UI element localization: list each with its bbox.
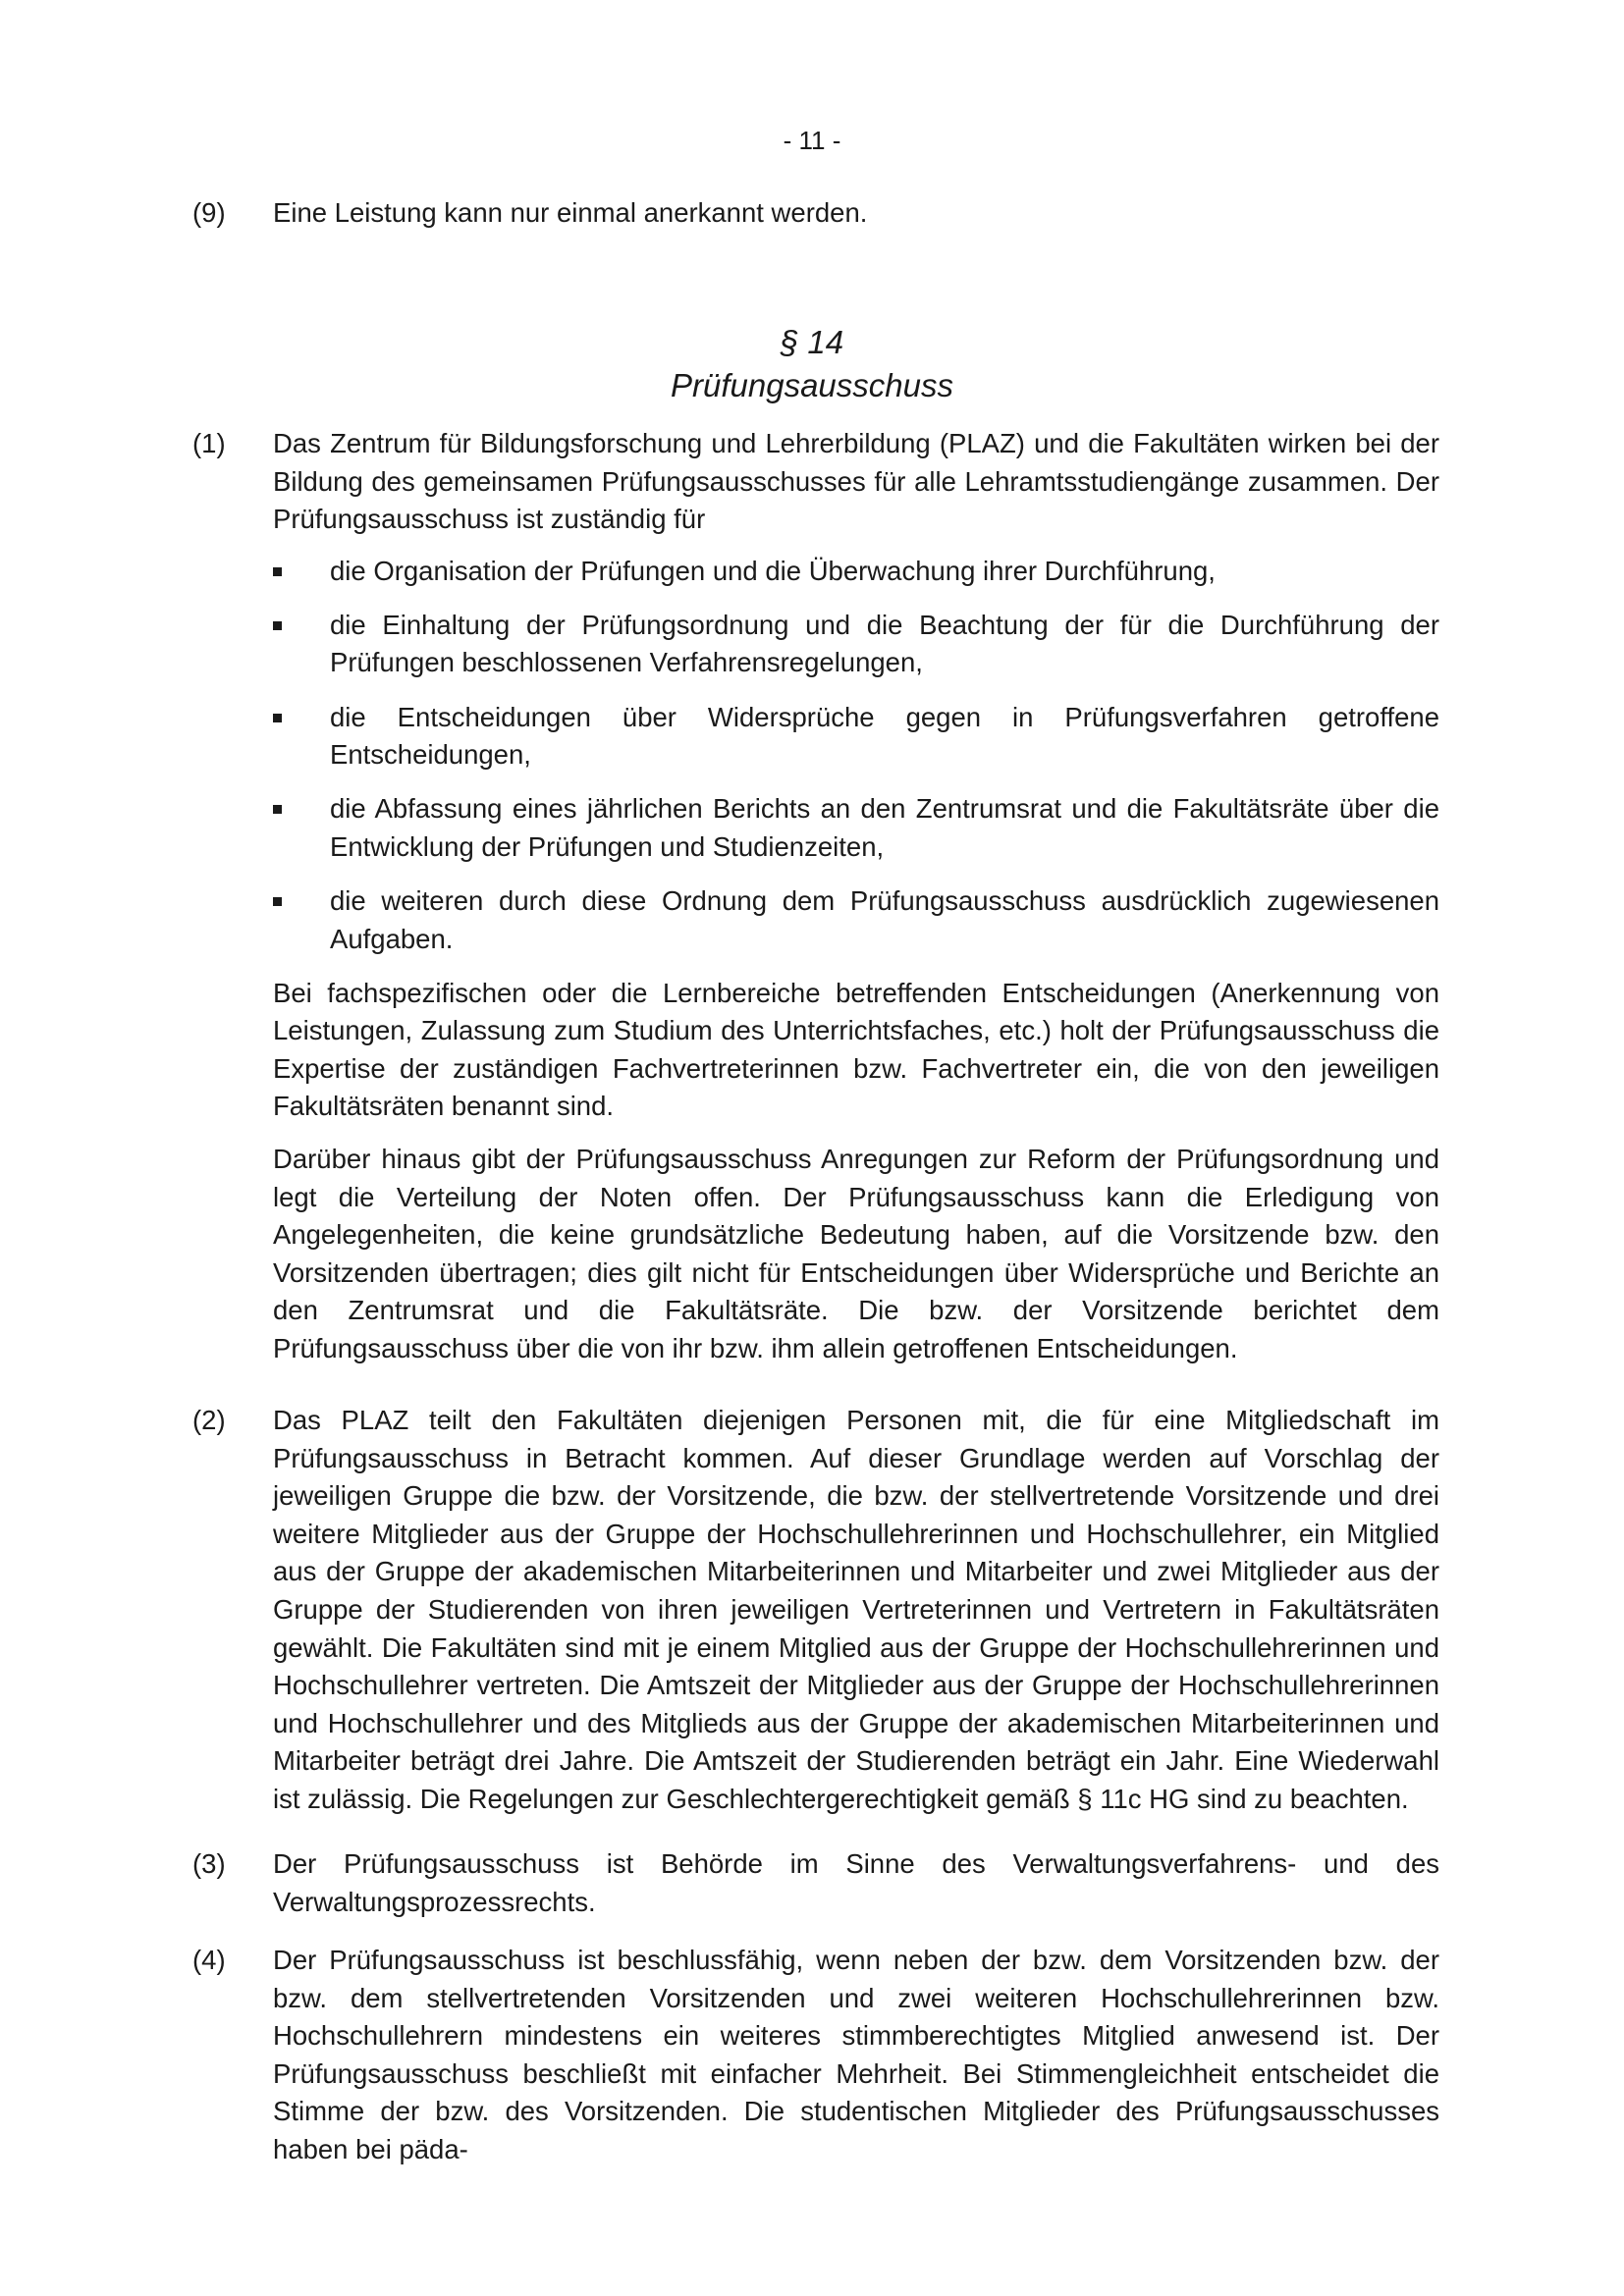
paragraph-2	[192, 1402, 1439, 1819]
section-number: § 14	[780, 324, 844, 360]
list-item: die Einhaltung der Prüfungsordnung und die Beachtung der für die Durchführung der Prüfungen beschlossenen Verfahrensregelungen,	[273, 607, 1439, 682]
responsibility-list	[273, 553, 1439, 958]
list-item: die Organisation der Prüfungen und die Überwachung ihrer Durchführung,	[273, 553, 1439, 591]
paragraph-3	[192, 1845, 1439, 1921]
paragraph-1	[192, 425, 1439, 1368]
list-item: die Entscheidungen über Widersprüche gegen in Prüfungsverfahren getroffene Entscheidungen,	[273, 699, 1439, 774]
paragraph-text: Der Prüfungsausschuss ist beschlussfähig, wenn neben der bzw. dem Vorsitzenden bzw. der bzw. dem stellvertretenden Vorsitzenden und zwei weiteren Hochschullehrerinnen bzw. Hochschullehrern mindestens ein weiteres stimmberechtigtes Mitglied anwesend ist. Der Prüfungsausschuss beschließt mit einfacher Mehrheit. Bei Stimmengleichheit entscheidet die Stimme der bzw. des Vorsitzenden. Die studentischen Mitglieder des Prüfungsausschusses haben bei päda-	[273, 1945, 1439, 2164]
section-title: Prüfungsausschuss	[671, 367, 953, 403]
paragraph-number: (2)	[192, 1405, 226, 1435]
paragraph-text: Eine Leistung kann nur einmal anerkannt werden.	[273, 197, 868, 228]
square-bullet-icon	[273, 714, 282, 722]
square-bullet-icon	[273, 805, 282, 814]
paragraph-number: (3)	[192, 1848, 226, 1879]
paragraph-subsection: Darüber hinaus gibt der Prüfungsausschuss Anregungen zur Reform der Prüfungsordnung und legt die Verteilung der Noten offen. Der Prüfungsausschuss kann die Erledigung von Angelegenheiten, die keine grundsätzliche Bedeutung haben, auf die Vorsitzende bzw. den Vorsitzenden übertragen; dies gilt nicht für Entscheidungen über Widersprüche und Berichte an den Zentrumsrat und die Fakultätsräte. Die bzw. der Vorsitzende berichtet dem Prüfungsausschuss über die von ihr bzw. ihm allein getroffenen Entscheidungen.	[273, 1144, 1439, 1363]
paragraph-text: Der Prüfungsausschuss ist Behörde im Sinne des Verwaltungsverfahrens- und des Verwaltungsprozessrechts.	[273, 1848, 1439, 1917]
paragraph-9	[192, 194, 1439, 233]
list-item: die weiteren durch diese Ordnung dem Prüfungsausschuss ausdrücklich zugewiesenen Aufgaben.	[273, 882, 1439, 958]
square-bullet-icon	[273, 897, 282, 906]
paragraph-text: Das PLAZ teilt den Fakultäten diejenigen Personen mit, die für eine Mitgliedschaft im Prüfungsausschuss in Betracht kommen. Auf dieser Grundlage werden auf Vorschlag der jeweiligen Gruppe die bzw. der Vorsitzende, die bzw. der stellvertretende Vorsitzende und drei weitere Mitglieder aus der Gruppe der Hochschullehrerinnen und Hochschullehrer, ein Mitglied aus der Gruppe der akademischen Mitarbeiterinnen und Mitarbeiter und zwei Mitglieder aus der Gruppe der Studierenden von ihren jeweiligen Vertreterinnen und Vertretern in Fakultätsräten gewählt. Die Fakultäten sind mit je einem Mitglied aus der Gruppe der Hochschullehrerinnen und Hochschullehrer vertreten. Die Amtszeit der Mitglieder aus der Gruppe der Hochschullehrerinnen und Hochschullehrer und des Mitglieds aus der Gruppe der akademischen Mitarbeiterinnen und Mitarbeiter beträgt drei Jahre. Die Amtszeit der Studierenden beträgt ein Jahr. Eine Wiederwahl ist zulässig. Die Regelungen zur Geschlechtergerechtigkeit gemäß § 11c HG sind zu beachten.	[273, 1405, 1439, 1814]
paragraph-number: (1)	[192, 428, 226, 458]
square-bullet-icon	[273, 621, 282, 630]
paragraph-number: (9)	[192, 197, 226, 228]
paragraph-4	[192, 1942, 1439, 2169]
paragraph-body	[273, 425, 1439, 1368]
list-item: die Abfassung eines jährlichen Berichts an den Zentrumsrat und die Fakultätsräte über die Entwicklung der Prüfungen und Studienzeiten,	[273, 790, 1439, 866]
paragraph-subsection: Bei fachspezifischen oder die Lernbereiche betreffenden Entscheidungen (Anerkennung von Leistungen, Zulassung zum Studium des Unterrichtsfaches, etc.) holt der Prüfungsausschuss die Expertise der zuständigen Fachvertreterinnen bzw. Fachvertreter ein, die von den jeweiligen Fakultätsräten benannt sind.	[273, 977, 1439, 1122]
paragraph-intro: Das Zentrum für Bildungsforschung und Lehrerbildung (PLAZ) und die Fakultäten wirken bei der Bildung des gemeinsamen Prüfungsausschusses für alle Lehramtsstudiengänge zusammen. Der Prüfungsausschuss ist zuständig für	[273, 428, 1439, 535]
paragraph-number: (4)	[192, 1945, 226, 1975]
square-bullet-icon	[273, 567, 282, 576]
page-number: - 11 -	[783, 126, 841, 155]
